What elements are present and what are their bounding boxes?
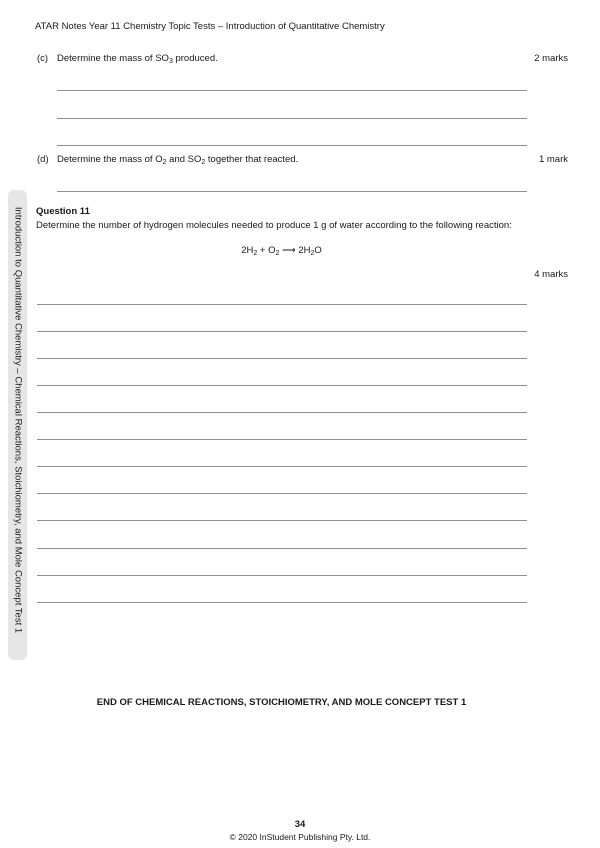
copyright: © 2020 InStudent Publishing Pty. Ltd.: [229, 832, 371, 842]
part-d-prompt: [57, 154, 298, 165]
eq-term-2: + O: [257, 245, 276, 256]
answer-line[interactable]: [37, 358, 527, 359]
part-c-marks: 2 marks: [534, 53, 568, 64]
reaction-equation: [0, 245, 563, 256]
answer-line[interactable]: [37, 548, 527, 549]
eq-arrow: ⟶: [279, 245, 299, 256]
side-tab-text: Introduction to Quantitative Chemistry – Chemical Reactions, Stoichiometry, and Mole Concept Test 1: [12, 206, 23, 634]
eq-sub-1: 2: [253, 250, 258, 257]
part-d-sub2: 2: [201, 159, 206, 166]
answer-line[interactable]: [37, 304, 527, 305]
eq-term-1: 2H: [241, 245, 254, 256]
eq-term-3: 2H: [298, 245, 311, 256]
part-c-text-pre: Determine the mass of SO: [57, 53, 169, 64]
question-11-prompt: Determine the number of hydrogen molecules needed to produce 1 g of water according to the following reaction:: [36, 220, 512, 231]
part-c-prompt: [57, 53, 218, 64]
eq-sub-3: 2: [310, 250, 315, 257]
question-11-marks: 4 marks: [534, 269, 568, 280]
answer-line[interactable]: [37, 439, 527, 440]
answer-line[interactable]: [37, 331, 527, 332]
part-c-label: (c): [37, 53, 49, 64]
part-c-text-post: produced.: [172, 53, 218, 64]
part-d-text-post: together that reacted.: [205, 154, 299, 165]
running-header: ATAR Notes Year 11 Chemistry Topic Tests – Introduction of Quantitative Chemistry: [35, 21, 385, 32]
answer-line[interactable]: [57, 118, 527, 119]
part-c-sub: 3: [168, 58, 173, 65]
answer-line[interactable]: [57, 145, 527, 146]
answer-line[interactable]: [37, 575, 527, 576]
eq-sub-2: 2: [275, 250, 280, 257]
answer-line[interactable]: [37, 493, 527, 494]
answer-line[interactable]: [37, 602, 527, 603]
eq-term-4: O: [314, 245, 322, 256]
answer-line[interactable]: [37, 412, 527, 413]
question-11-title: Question 11: [36, 206, 90, 217]
part-d-label: (d): [37, 154, 49, 165]
end-of-test-note: END OF CHEMICAL REACTIONS, STOICHIOMETRY, AND MOLE CONCEPT TEST 1: [96, 697, 467, 708]
page-number: 34: [294, 819, 306, 830]
part-d-sub1: 2: [162, 159, 167, 166]
answer-line[interactable]: [37, 385, 527, 386]
part-d-text-mid: and SO: [166, 154, 202, 165]
part-d-text-pre: Determine the mass of O: [57, 154, 163, 165]
answer-line[interactable]: [37, 520, 527, 521]
answer-line[interactable]: [37, 466, 527, 467]
part-d-marks: 1 mark: [538, 154, 568, 165]
answer-line[interactable]: [57, 191, 527, 192]
answer-line[interactable]: [57, 90, 527, 91]
